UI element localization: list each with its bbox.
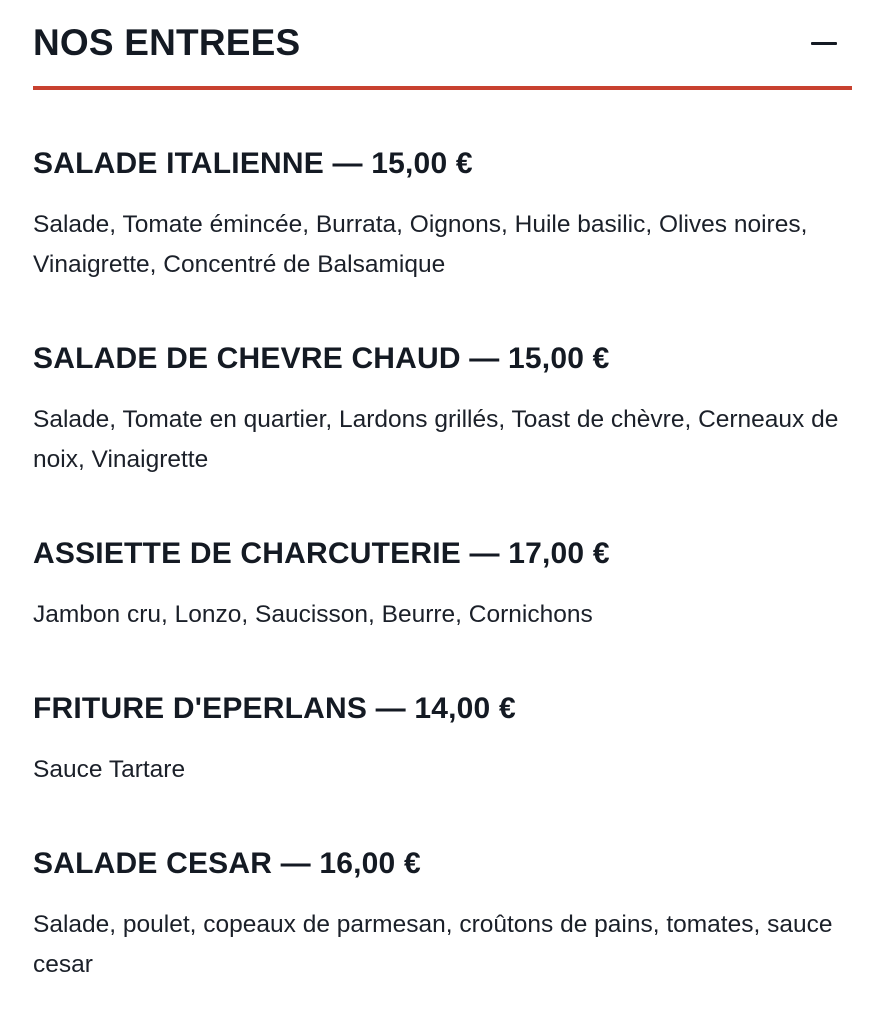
menu-item-description: Sauce Tartare [33, 756, 186, 783]
section-header-toggle[interactable] [33, 18, 852, 68]
menu-item-title: SALADE DE CHEVRE CHAUD — 15,00 € [33, 342, 610, 375]
menu-item [33, 846, 852, 985]
menu-item-description: Jambon cru, Lonzo, Saucisson, Beurre, Cornichons [33, 601, 593, 628]
menu-item [33, 691, 852, 790]
menu-item [33, 536, 852, 635]
menu-item-title: ASSIETTE DE CHARCUTERIE — 17,00 € [33, 537, 610, 570]
section-title: NOS ENTREES [33, 22, 301, 63]
minus-icon[interactable] [810, 29, 838, 57]
menu-item-title: FRITURE D'EPERLANS — 14,00 € [33, 692, 516, 725]
menu-item-title: SALADE CESAR — 16,00 € [33, 847, 421, 880]
section-divider [33, 86, 852, 90]
menu-item-description: Salade, Tomate émincée, Burrata, Oignons, Huile basilic, Olives noires, Vinaigrette, Concentré de Balsamique [33, 211, 808, 278]
menu-item-description: Salade, poulet, copeaux de parmesan, croûtons de pains, tomates, sauce cesar [33, 911, 833, 978]
menu-item [33, 341, 852, 480]
menu-item-description: Salade, Tomate en quartier, Lardons grillés, Toast de chèvre, Cerneaux de noix, Vinaigrette [33, 406, 839, 473]
menu-item [33, 146, 852, 285]
menu-item-title: SALADE ITALIENNE — 15,00 € [33, 147, 473, 180]
